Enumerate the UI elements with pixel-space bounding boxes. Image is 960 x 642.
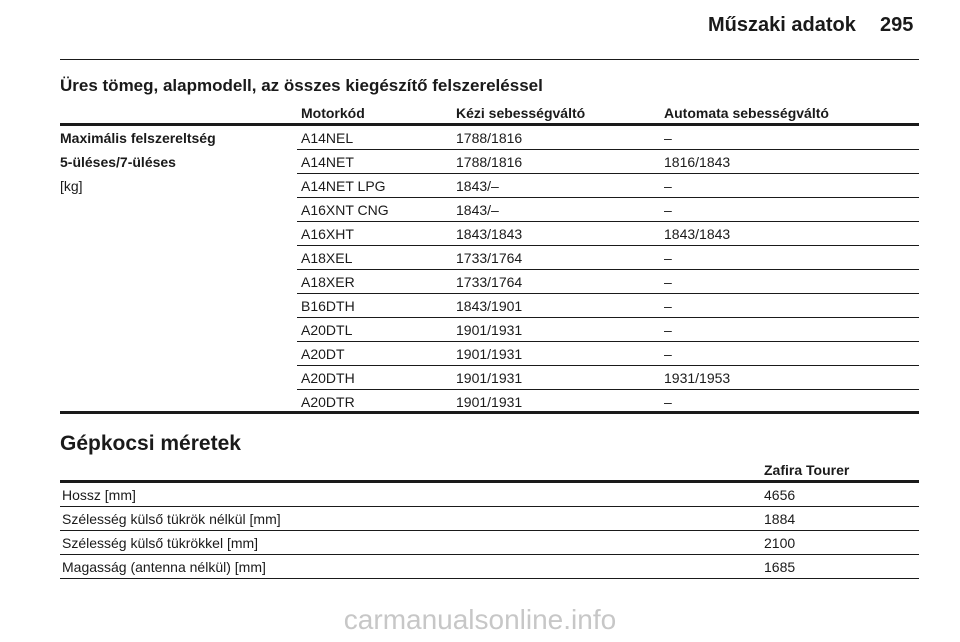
dimension-label: Magasság (antenna nélkül) [mm] <box>62 559 266 575</box>
row-label-line: [kg] <box>60 178 83 194</box>
table-row <box>297 390 919 413</box>
manual-cell: 1843/– <box>456 202 499 218</box>
manual-cell: 1788/1816 <box>456 154 523 170</box>
auto-cell: – <box>664 274 672 290</box>
manual-cell: 1843/1843 <box>456 226 523 242</box>
table-row <box>60 555 919 579</box>
column-header-auto: Automata sebességváltó <box>664 105 829 121</box>
manual-cell: 1901/1931 <box>456 322 523 338</box>
dimension-value: 1685 <box>764 559 796 575</box>
auto-cell: – <box>664 130 672 146</box>
weights-table-bottom-rule <box>60 411 919 414</box>
row-label-line: Maximális felszereltség <box>60 130 216 146</box>
manual-cell: 1788/1816 <box>456 130 523 146</box>
table-row <box>297 150 919 174</box>
dimension-value: 4656 <box>764 487 796 503</box>
dimensions-section-title: Gépkocsi méretek <box>60 432 241 455</box>
page-title: Műszaki adatok <box>708 14 856 36</box>
engine-cell: A14NET <box>301 154 354 170</box>
auto-cell: 1816/1843 <box>664 154 731 170</box>
table-row <box>60 531 919 555</box>
table-row <box>297 294 919 318</box>
dimensions-table-body <box>60 483 919 579</box>
auto-cell: – <box>664 346 672 362</box>
manual-cell: 1901/1931 <box>456 370 523 386</box>
table-row <box>297 174 919 198</box>
manual-cell: 1901/1931 <box>456 394 523 410</box>
manual-cell: 1901/1931 <box>456 346 523 362</box>
watermark: carmanualsonline.info <box>343 604 617 635</box>
table-row <box>297 246 919 270</box>
auto-cell: – <box>664 250 672 266</box>
weights-table-header <box>60 103 919 123</box>
table-row <box>297 366 919 390</box>
engine-cell: A20DTR <box>301 394 355 410</box>
engine-cell: A20DTH <box>301 370 355 386</box>
manual-cell: 1733/1764 <box>456 274 523 290</box>
dimension-value: 2100 <box>764 535 796 551</box>
auto-cell: – <box>664 394 672 410</box>
table-row <box>297 342 919 366</box>
column-header-manual: Kézi sebességváltó <box>456 105 586 121</box>
table-row <box>297 126 919 150</box>
engine-cell: B16DTH <box>301 298 355 314</box>
table-row <box>297 198 919 222</box>
table-row <box>60 507 919 531</box>
header-divider <box>60 59 919 60</box>
manual-cell: 1843/– <box>456 178 499 194</box>
table-row <box>297 270 919 294</box>
auto-cell: – <box>664 202 672 218</box>
table-row <box>60 483 919 507</box>
dimension-label: Hossz [mm] <box>62 487 136 503</box>
engine-cell: A14NET LPG <box>301 178 386 194</box>
auto-cell: – <box>664 298 672 314</box>
engine-cell: A18XER <box>301 274 355 290</box>
engine-cell: A16XHT <box>301 226 354 242</box>
column-header-model: Zafira Tourer <box>764 462 850 478</box>
auto-cell: 1843/1843 <box>664 226 731 242</box>
row-label-line: 5-üléses/7-üléses <box>60 154 176 170</box>
manual-cell: 1733/1764 <box>456 250 523 266</box>
auto-cell: – <box>664 322 672 338</box>
dimension-value: 1884 <box>764 511 796 527</box>
column-header-engine: Motorkód <box>301 105 365 121</box>
weights-row-label <box>60 126 290 198</box>
engine-cell: A20DT <box>301 346 345 362</box>
dimension-label: Szélesség külső tükrökkel [mm] <box>62 535 259 551</box>
engine-cell: A14NEL <box>301 130 354 146</box>
manual-cell: 1843/1901 <box>456 298 523 314</box>
engine-cell: A16XNT CNG <box>301 202 389 218</box>
table-row <box>297 318 919 342</box>
weights-section-title: Üres tömeg, alapmodell, az összes kiegészítő felszereléssel <box>60 76 543 95</box>
auto-cell: – <box>664 178 672 194</box>
page-number: 295 <box>880 14 914 36</box>
table-row <box>297 222 919 246</box>
engine-cell: A20DTL <box>301 322 353 338</box>
engine-cell: A18XEL <box>301 250 353 266</box>
auto-cell: 1931/1953 <box>664 370 731 386</box>
weights-table-body <box>297 126 919 413</box>
dimension-label: Szélesség külső tükrök nélkül [mm] <box>62 511 281 527</box>
